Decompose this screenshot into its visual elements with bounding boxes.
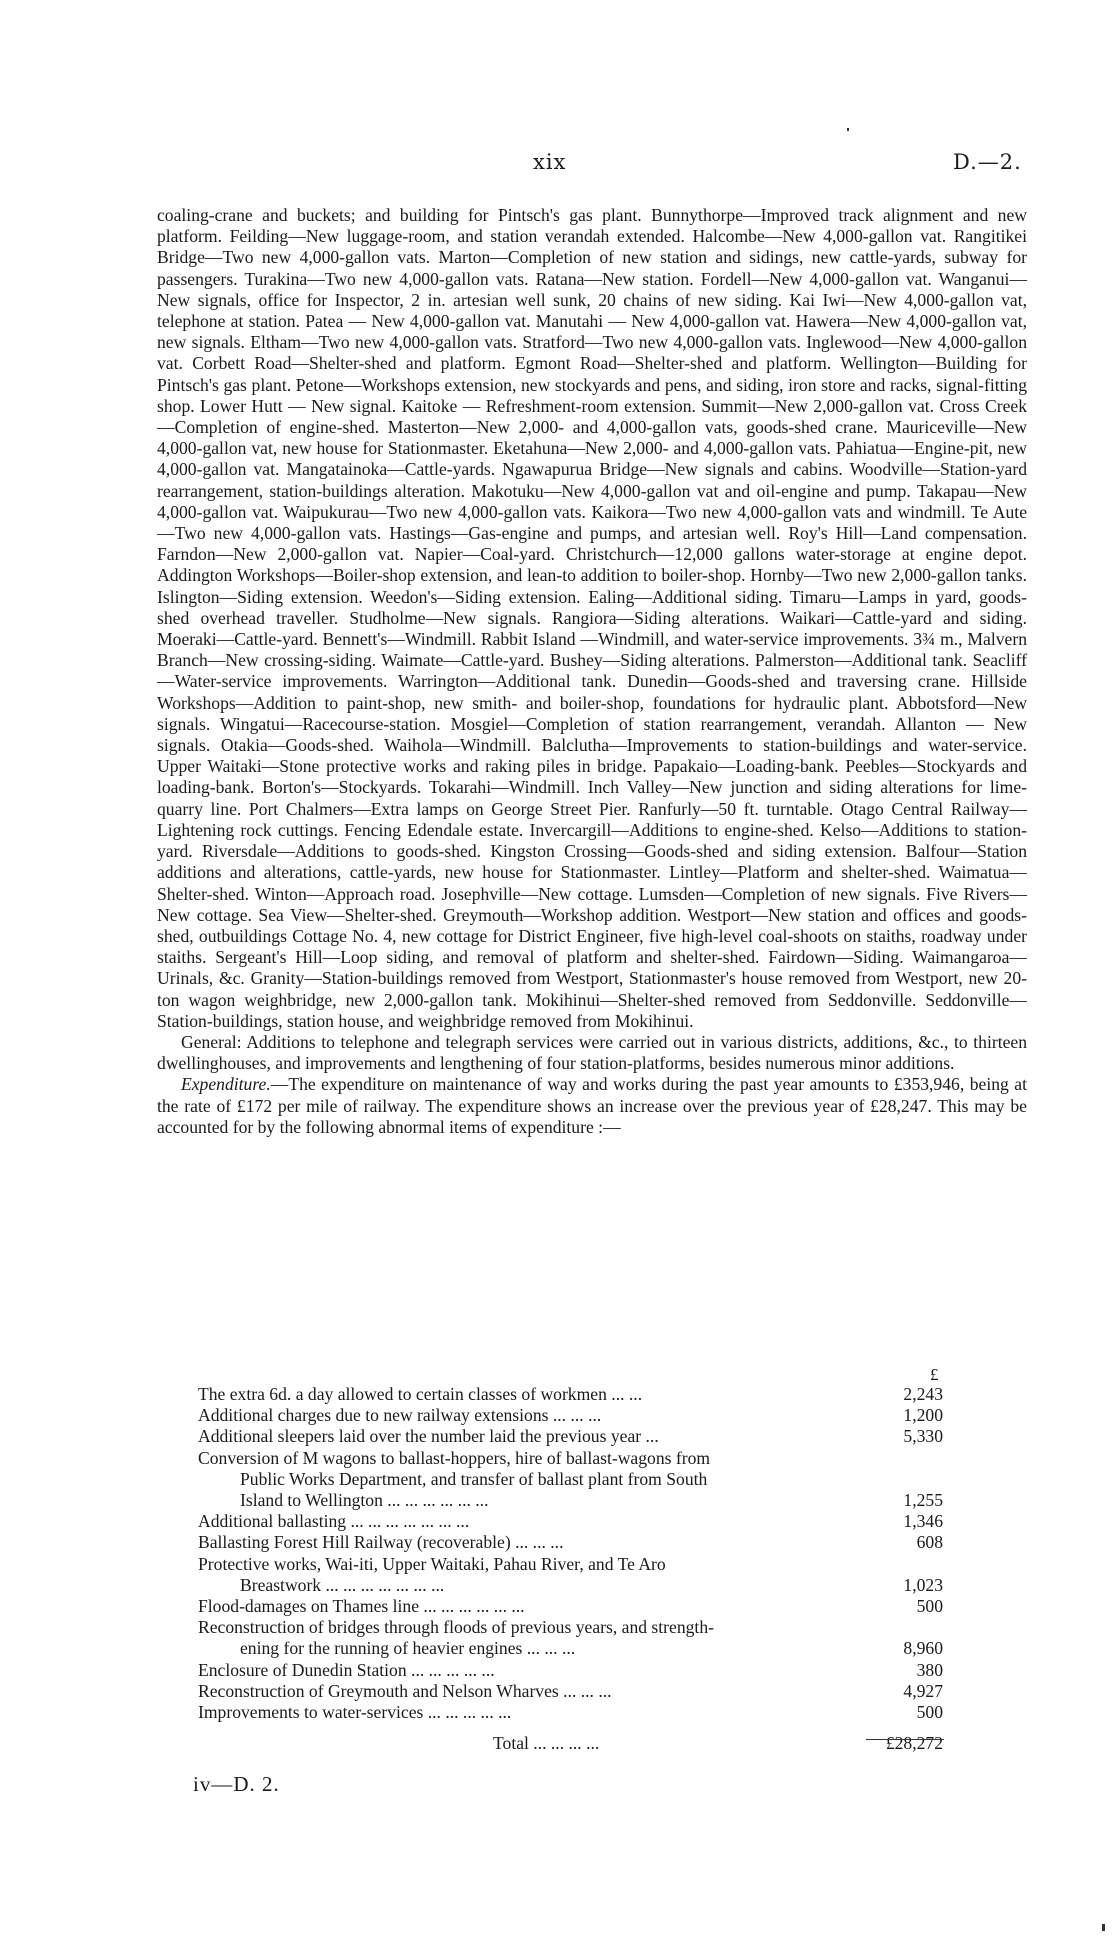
table-row xyxy=(198,1384,943,1405)
expenditure-table xyxy=(198,1384,943,1754)
table-row xyxy=(198,1490,943,1511)
row-amount: 8,960 xyxy=(903,1638,943,1659)
row-description: Island to Wellington ... ... ... ... ... ... xyxy=(240,1490,489,1511)
row-description: Ballasting Forest Hill Railway (recoverable) ... ... ... xyxy=(198,1532,564,1553)
row-description: Enclosure of Dunedin Station ... ... ... ... ... xyxy=(198,1659,495,1680)
row-description: Reconstruction of Greymouth and Nelson Wharves ... ... ... xyxy=(198,1680,612,1701)
total-rule xyxy=(866,1739,944,1740)
row-description: The extra 6d. a day allowed to certain classes of workmen ... ... xyxy=(198,1384,643,1404)
row-description: Conversion of M wagons to ballast-hoppers, hire of ballast-wagons from xyxy=(198,1447,711,1468)
table-row xyxy=(198,1617,943,1638)
table-row xyxy=(198,1681,943,1702)
row-amount: 608 xyxy=(916,1532,943,1553)
row-description: Public Works Department, and transfer of ballast plant from South xyxy=(240,1468,708,1489)
table-row xyxy=(198,1575,943,1596)
total-amount: £28,272 xyxy=(885,1733,943,1754)
table-row xyxy=(198,1448,943,1469)
body-text xyxy=(157,205,1027,1138)
row-amount: 2,243 xyxy=(903,1384,943,1404)
row-amount: 1,346 xyxy=(903,1511,943,1532)
table-row xyxy=(198,1702,943,1723)
document-code: D.—2. xyxy=(953,150,1022,174)
expenditure-heading: Expenditure. xyxy=(181,1074,271,1095)
table-row xyxy=(198,1405,943,1426)
table-row xyxy=(198,1660,943,1681)
table-row xyxy=(198,1511,943,1532)
row-description: Flood-damages on Thames line ... ... ... ... ... ... xyxy=(198,1596,525,1617)
currency-column-header: £ xyxy=(930,1365,939,1384)
row-amount: 500 xyxy=(916,1596,943,1617)
row-amount: 5,330 xyxy=(903,1426,943,1447)
expenditure-text: —The expenditure on maintenance of way and works during the past year amounts to £353,946, being at the rate of £172 per mile of railway. The expenditure shows an increase over the previous year of £28,247. This may be accounted for by the following abnormal items of expenditure :— xyxy=(157,1074,1027,1137)
row-description: Protective works, Wai-iti, Upper Waitaki, Pahau River, and Te Aro xyxy=(198,1553,666,1574)
scan-speck xyxy=(1102,1924,1105,1931)
table-row xyxy=(198,1554,943,1575)
row-description: Additional charges due to new railway extensions ... ... ... xyxy=(198,1405,602,1426)
row-amount: 1,200 xyxy=(903,1405,943,1426)
works-paragraph: coaling-crane and buckets; and building for Pintsch's gas plant. Bunnythorpe—Improved track alignment and new platform. Feilding—New luggage-room, and station verandah extended. Halcombe—New 4,000-gallon vat. Rangitikei Bridge—Two new 4,000-gallon vats. Marton—Completion of new station and sidings, new cattle-yards, subway for passengers. Turakina—Two new 4,000-gallon vats. Ratana—New station. Fordell—New 4,000-gallon vat. Wanganui—New signals, office for Inspector, 2 in. artesian well sunk, 20 chains of new siding. Kai Iwi—New 4,000-gallon vat, telephone at station. Patea — New 4,000-gallon vat. Manutahi — New 4,000-gallon vat. Hawera—New 4,000-gallon vat, new signals. Eltham—Two new 4,000-gallon vats. Stratford—Two new 4,000-gallon vats. Inglewood—New 4,000-gallon vat. Corbett Road—Shelter-shed and platform. Egmont Road—Shelter-shed and platform. Wellington—Building for Pintsch's gas plant. Petone—Workshops extension, new stockyards and pens, and siding, iron store and racks, signal-fitting shop. Lower Hutt — New signal. Kaitoke — Refreshment-room extension. Summit—New 2,000-gallon vat. Cross Creek—Completion of engine-shed. Masterton—New 2,000- and 4,000-gallon vats, goods-shed crane. Mauriceville—New 4,000-gallon vat, new house for Stationmaster. Eketahuna—New 2,000- and 4,000-gallon vats. Pahiatua—Engine-pit, new 4,000-gallon vat. Mangatainoka—Cattle-yards. Ngawapurua Bridge—New signals and cabins. Woodville—Station-yard rearrangement, station-buildings alteration. Makotuku—New 4,000-gallon vat and oil-engine and pump. Takapau—New 4,000-gallon vat. Waipukurau—Two new 4,000-gallon vats. Kaikora—Two new 4,000-gallon vats and windmill. Te Aute—Two new 4,000-gallon vats. Hastings—Gas-engine and pumps, and artesian well. Roy's Hill—Land compensation. Farndon—New 2,000-gallon vat. Napier—Coal-yard. Christchurch—12,000 gallons water-storage at engine depot. Addington Workshops—Boiler-shop extension, and lean-to addition to boiler-shop. Hornby—Two new 2,000-gallon tanks. Islington—Siding extension. Weedon's—Siding extension. Ealing—Additional siding. Timaru—Lamps in yard, goods-shed overhead traveller. Studholme—New signals. Rangiora—Siding alterations. Waikari—Cattle-yard and siding. Moeraki—Cattle-yard. Bennett's—Windmill. Rabbit Island —Windmill, and water-service improvements. 3¾ m., Malvern Branch—New crossing-siding. Waimate—Cattle-yard. Bushey—Siding alterations. Palmerston—Additional tank. Seacliff—Water-service improvements. Warrington—Additional tank. Dunedin—Goods-shed and traversing crane. Hillside Workshops—Addition to paint-shop, new smith- and boiler-shop, foundations for hydraulic plant. Abbotsford—New signals. Wingatui—Racecourse-station. Mosgiel—Completion of station rearrangement, verandah. Allanton — New signals. Otakia—Goods-shed. Waihola—Windmill. Balclutha—Improvements to station-buildings and water-service. Upper Waitaki—Stone protective works and raking piles in bridge. Papakaio—Loading-bank. Peebles—Stockyards and loading-bank. Borton's—Stockyards. Tokarahi—Windmill. Inch Valley—New junction and siding alterations for lime-quarry line. Port Chalmers—Extra lamps on George Street Pier. Ranfurly—50 ft. turntable. Otago Central Railway—Lightening rock cuttings. Fencing Edendale estate. Invercargill—Additions to engine-shed. Kelso—Additions to station-yard. Riversdale—Additions to goods-shed. Kingston Crossing—Goods-shed and siding extension. Balfour—Station additions and alterations, cattle-yards, new house for Stationmaster. Lintley—Platform and shelter-shed. Waimatua—Shelter-shed. Winton—Approach road. Josephville—New cottage. Lumsden—Completion of new signals. Five Rivers—New cottage. Sea View—Shelter-shed. Greymouth—Workshop addition. Westport—New station and offices and goods-shed, outbuildings Cottage No. 4, new cottage for District Engineer, five high-level coal-shoots on staiths, roadway under staiths. Sergeant's Hill—Loop siding, and removal of platform and shelter-shed. Fairdown—Siding. Waimangaroa—Urinals, &c. Granity—Station-buildings removed from Westport, Stationmaster's house removed from Westport, new 20-ton wagon weighbridge, new 2,000-gallon tank. Mokihinui—Shelter-shed removed from Seddonville. Seddonville—Station-buildings, station house, and weighbridge removed from Mokihinui. xyxy=(157,205,1027,1031)
row-amount: 1,023 xyxy=(903,1574,943,1595)
row-amount: 1,255 xyxy=(903,1490,943,1511)
row-amount: 380 xyxy=(916,1659,943,1680)
total-row xyxy=(198,1733,943,1754)
row-amount: 4,927 xyxy=(903,1680,943,1701)
footer-signature: iv—D. 2. xyxy=(193,1772,280,1796)
table-row xyxy=(198,1532,943,1553)
row-description: ening for the running of heavier engines ... ... ... xyxy=(240,1638,576,1659)
row-description: Improvements to water-services ... ... ... ... ... xyxy=(198,1702,512,1723)
table-row xyxy=(198,1426,943,1447)
row-amount: 500 xyxy=(916,1702,943,1723)
total-label: Total ... ... ... ... xyxy=(493,1733,600,1754)
expenditure-paragraph xyxy=(157,1074,1027,1138)
table-row xyxy=(198,1638,943,1659)
row-description: Reconstruction of bridges through floods of previous years, and strength- xyxy=(198,1617,714,1638)
page-number: xix xyxy=(533,150,567,174)
row-description: Breastwork ... ... ... ... ... ... ... xyxy=(240,1574,445,1595)
row-description: Additional ballasting ... ... ... ... ... ... ... xyxy=(198,1511,470,1532)
scan-speck xyxy=(847,128,849,131)
general-paragraph: General: Additions to telephone and telegraph services were carried out in various districts, additions, &c., to thirteen dwellinghouses, and improvements and lengthening of four station-platforms, besides numerous minor additions. xyxy=(157,1031,1027,1074)
table-row xyxy=(198,1469,943,1490)
row-description: Additional sleepers laid over the number laid the previous year ... xyxy=(198,1426,659,1447)
table-row xyxy=(198,1596,943,1617)
